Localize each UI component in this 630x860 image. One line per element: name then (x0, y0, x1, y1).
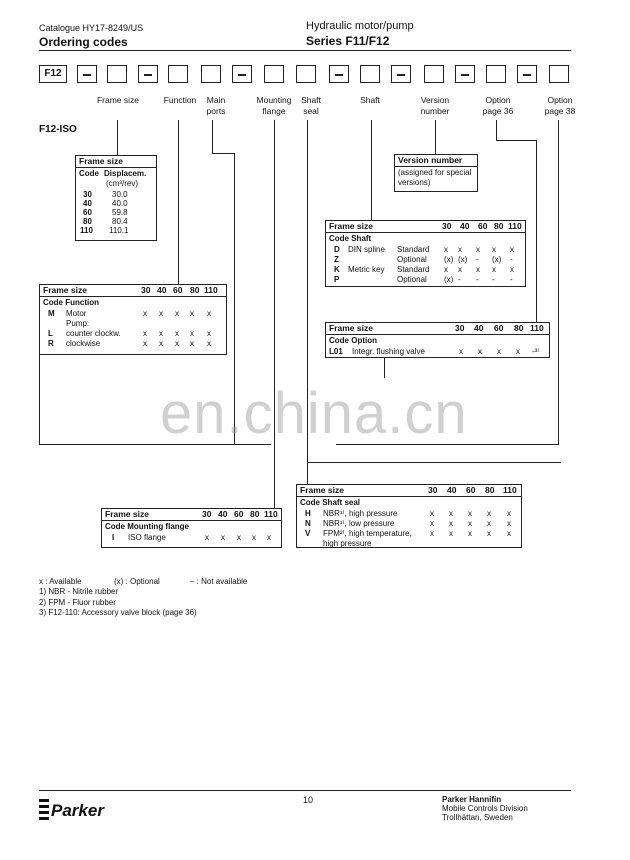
connector-line (435, 120, 436, 154)
code-box-main-ports (201, 65, 221, 83)
size-col: 80 (250, 509, 260, 519)
row-name: clockwise (66, 339, 101, 348)
table-title: Frame size (76, 156, 156, 168)
parker-logo (39, 797, 112, 821)
row-name: ISO flange (128, 533, 166, 542)
code-box-option-38 (549, 65, 569, 83)
row-availability: x (430, 509, 434, 518)
row-code: D (334, 245, 340, 254)
size-col: 110 (503, 485, 517, 495)
size-col: 30 (442, 221, 452, 231)
size-col: 80 (190, 285, 200, 295)
connector-line (178, 120, 179, 284)
code-box-shaft-seal (296, 65, 316, 83)
legend-optional: (x) : Optional (114, 577, 160, 586)
row-availability: x (159, 329, 163, 338)
size-col: 40 (474, 323, 484, 333)
frame-code: 30 (83, 190, 92, 199)
label-shaft: Shaft (360, 95, 380, 105)
option-table (325, 322, 550, 358)
row-availability: (x) (444, 255, 454, 264)
size-col: 60 (494, 323, 504, 333)
table-header (40, 285, 226, 297)
row-availability: x (468, 529, 472, 538)
shaft-table (325, 220, 526, 287)
table-subhead: Code Shaft seal (300, 498, 361, 507)
row-availability: - (510, 275, 513, 284)
code-box-version (424, 65, 444, 83)
row-availability: x (507, 509, 511, 518)
legend-available: x : Available (39, 577, 82, 586)
row-availability: x (468, 509, 472, 518)
footer-rule (39, 790, 571, 791)
size-col: 110 (204, 285, 218, 295)
size-col: 40 (460, 221, 470, 231)
col-code: Code (79, 169, 99, 178)
row-availability: x (267, 533, 271, 542)
code-dash (77, 65, 97, 83)
row-code: L01 (329, 347, 343, 356)
version-number-table (394, 154, 478, 192)
row-availability: x (207, 329, 211, 338)
connector-line (496, 120, 497, 140)
frame-value: 40.0 (112, 199, 128, 208)
table-title: Version number (395, 155, 477, 167)
row-code: Z (334, 255, 339, 264)
header-rule (39, 50, 571, 51)
section-title: Ordering codes (39, 35, 128, 49)
function-table (39, 284, 227, 355)
row-availability: - (458, 275, 461, 284)
row-availability: x (205, 533, 209, 542)
label-version-number: Version number (420, 95, 450, 116)
row-code: V (305, 529, 311, 538)
row-availability: x (478, 347, 482, 356)
row-name: Pump: (66, 319, 90, 328)
row-availability: x (497, 347, 501, 356)
code-dash (138, 65, 158, 83)
mounting-flange-table (101, 508, 282, 548)
row-code: N (305, 519, 311, 528)
connector-line (307, 462, 561, 463)
row-availability: x (159, 339, 163, 348)
code-prefix: F12 (39, 65, 67, 83)
code-dash (232, 65, 252, 83)
size-col: 80 (494, 221, 504, 231)
row-code: K (334, 265, 340, 274)
size-col: 30 (428, 485, 438, 495)
table-title: Frame size (329, 323, 373, 333)
label-function: Function (163, 95, 197, 105)
row-availability: x (190, 329, 194, 338)
row-availability: x (237, 533, 241, 542)
row-availability: x (458, 245, 462, 254)
page-number: 10 (303, 795, 314, 805)
code-box-mounting-flange (264, 65, 284, 83)
row-availability: (x) (492, 255, 502, 264)
size-col: 40 (157, 285, 167, 295)
row-availability: x (487, 529, 491, 538)
row-name: Integr. flushing valve (352, 347, 425, 356)
row-availability: (x) (458, 255, 468, 264)
connector-line (212, 153, 234, 154)
row-availability: x (487, 519, 491, 528)
row-kind: Optional (397, 275, 427, 284)
row-availability: x (510, 245, 514, 254)
row-code: P (334, 275, 340, 284)
label-option-36: Option page 36 (482, 95, 514, 116)
code-box-shaft (360, 65, 380, 83)
connector-line (274, 120, 275, 508)
row-availability: - (510, 255, 513, 264)
size-col: 30 (141, 285, 151, 295)
label-shaft-seal: Shaft seal (301, 95, 321, 116)
row-availability: x (487, 509, 491, 518)
col-unit: (cm³/rev) (106, 179, 138, 188)
code-box-frame-size (107, 65, 127, 83)
frame-value: 59.8 (112, 208, 128, 217)
row-code: R (48, 339, 54, 348)
row-code: L (48, 329, 53, 338)
code-dash (517, 65, 537, 83)
frame-code: 40 (83, 199, 92, 208)
row-code: H (305, 509, 311, 518)
row-availability: x (207, 339, 211, 348)
row-availability: x (459, 347, 463, 356)
connector-line (496, 140, 536, 141)
series-title: Series F11/F12 (306, 34, 390, 48)
row-availability: x (190, 309, 194, 318)
row-availability: x (449, 529, 453, 538)
division-name: Mobile Controls Division (442, 804, 528, 813)
table-subhead: Code Function (43, 298, 99, 307)
connector-line (117, 120, 118, 155)
size-col: 30 (455, 323, 465, 333)
frame-code: 60 (83, 208, 92, 217)
row-availability: x (449, 509, 453, 518)
label-mounting-flange: Mounting flange (256, 95, 292, 116)
code-box-function (168, 65, 188, 83)
connector-line (212, 120, 213, 153)
connector-line (384, 358, 385, 378)
size-col: 110 (264, 509, 278, 519)
row-availability: x (221, 533, 225, 542)
row-availability: x (476, 245, 480, 254)
product-name: Hydraulic motor/pump (306, 20, 414, 32)
connector-line (558, 120, 559, 378)
location: Trollhättan, Sweden (442, 813, 513, 822)
row-availability: x (444, 265, 448, 274)
row-availability: x (175, 309, 179, 318)
connector-line (39, 355, 40, 445)
frame-value: 110.1 (109, 226, 129, 235)
table-subhead: Code Shaft (329, 234, 372, 243)
row-availability: x (430, 529, 434, 538)
row-kind: Optional (397, 255, 427, 264)
row-availability: x (159, 309, 163, 318)
connector-line (536, 140, 537, 322)
row-name: NBR¹⁾, low pressure (323, 519, 395, 528)
table-subhead: Code Mounting flange (105, 522, 189, 531)
row-kind: Standard (397, 245, 430, 254)
col-displacement: Displacem. (104, 169, 147, 178)
row-availability: x (492, 245, 496, 254)
footnote: 1) NBR - Nitrile rubber (39, 587, 119, 596)
row-kind: Standard (397, 265, 430, 274)
size-col: 40 (447, 485, 457, 495)
company-name: Parker Hannifin (442, 795, 502, 804)
label-option-38: Option page 38 (544, 95, 576, 116)
row-availability: x (252, 533, 256, 542)
code-box-option-36 (486, 65, 506, 83)
row-availability: (x) (444, 275, 454, 284)
size-col: 110 (508, 221, 522, 231)
row-availability: x (143, 309, 147, 318)
row-availability: x (516, 347, 520, 356)
catalogue-number: Catalogue HY17-8249/US (39, 23, 144, 33)
frame-value: 30.0 (112, 190, 128, 199)
table-title: Frame size (43, 285, 87, 295)
row-name: counter clockw. (66, 329, 121, 338)
logo-text: Parker (51, 801, 104, 820)
row-name: Metric key (348, 265, 385, 274)
row-availability: x (143, 329, 147, 338)
row-availability: - (492, 275, 495, 284)
code-dash (329, 65, 349, 83)
row-availability: - (476, 255, 479, 264)
row-availability: x (507, 519, 511, 528)
watermark: en.china.cn (160, 381, 468, 446)
row-name: Motor (66, 309, 87, 318)
table-header (102, 509, 281, 521)
size-col: 110 (530, 323, 544, 333)
row-availability: x (476, 265, 480, 274)
label-frame-size: Frame size (96, 95, 140, 105)
row-availability: x (449, 519, 453, 528)
row-name: high pressure (323, 539, 372, 548)
version-note: (assigned for special versions) (398, 168, 472, 187)
row-name: DIN spline (348, 245, 385, 254)
row-name: NBR¹⁾, high pressure (323, 509, 398, 518)
frame-size-table (75, 155, 157, 241)
size-col: 40 (218, 509, 228, 519)
row-code: I (112, 533, 115, 542)
size-col: 30 (202, 509, 212, 519)
table-subhead: Code Option (329, 336, 377, 345)
size-col: 60 (466, 485, 476, 495)
row-availability: x (458, 265, 462, 274)
row-availability: - (476, 275, 479, 284)
frame-code: 80 (83, 217, 92, 226)
footnote: 2) FPM - Fluor rubber (39, 598, 116, 607)
row-availability: x (190, 339, 194, 348)
row-availability: x (444, 245, 448, 254)
size-col: 80 (514, 323, 524, 333)
code-dash (455, 65, 475, 83)
code-dash (391, 65, 411, 83)
shaft-seal-table (296, 484, 522, 548)
row-availability: x (207, 309, 211, 318)
row-code: M (48, 309, 55, 318)
size-col: 60 (234, 509, 244, 519)
row-availability: x (492, 265, 496, 274)
row-name: FPM²⁾, high temperature, (323, 529, 412, 538)
row-availability: x (143, 339, 147, 348)
table-header (326, 221, 525, 233)
connector-line (371, 120, 372, 220)
size-col: 60 (173, 285, 183, 295)
row-availability: x (510, 265, 514, 274)
row-availability: x (507, 529, 511, 538)
footnote: 3) F12-110: Accessory valve block (page 36) (39, 608, 197, 617)
table-header (297, 485, 521, 497)
row-availability: x (468, 519, 472, 528)
iso-label: F12-ISO (39, 124, 77, 135)
size-col: 80 (485, 485, 495, 495)
frame-code: 110 (80, 226, 93, 235)
label-main-ports: Main ports (206, 95, 226, 116)
row-availability: -³⁾ (532, 347, 540, 356)
table-title: Frame size (329, 221, 373, 231)
connector-line (234, 153, 235, 380)
legend-not-available: – : Not available (190, 577, 248, 586)
frame-value: 80.4 (112, 217, 128, 226)
row-availability: x (175, 329, 179, 338)
connector-line (558, 378, 559, 445)
row-availability: x (175, 339, 179, 348)
size-col: 60 (478, 221, 488, 231)
table-title: Frame size (300, 485, 344, 495)
row-availability: x (430, 519, 434, 528)
table-title: Frame size (105, 509, 149, 519)
table-header (326, 323, 549, 335)
